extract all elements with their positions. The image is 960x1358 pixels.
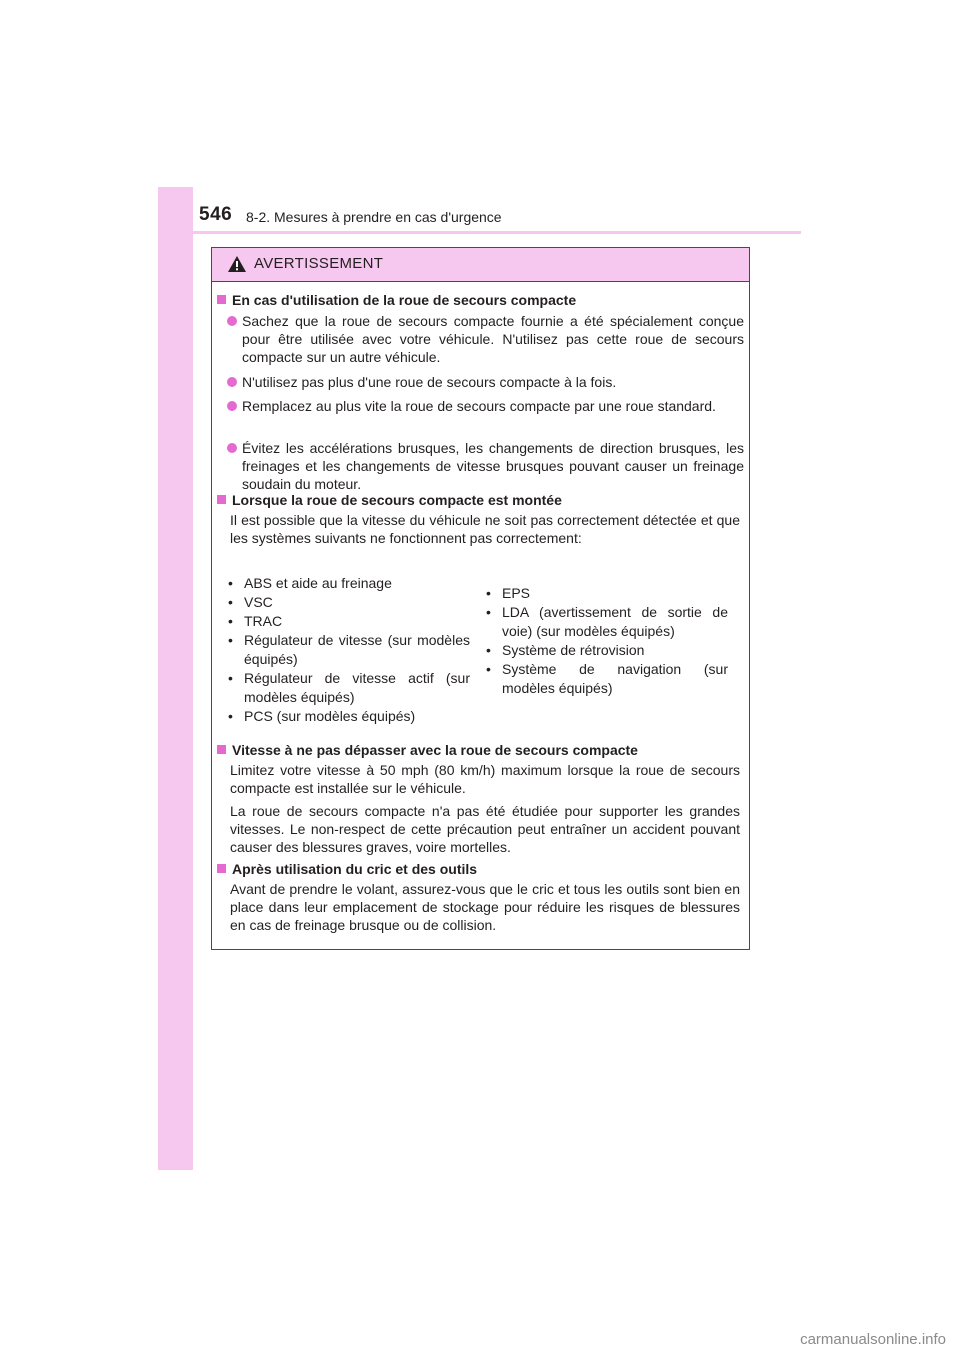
paragraph: La roue de secours compacte n'a pas été étudiée pour supporter les grandes vitesses. Le non-respect de cette précaution peut entraîner un accident pouvant causer des blessures graves, voire mortelles.	[230, 803, 740, 855]
section-title: 8-2. Mesures à prendre en cas d'urgence	[246, 209, 502, 225]
paragraph: Avant de prendre le volant, assurez-vous que le cric et tous les outils sont bien en place dans leur emplacement de stockage pour réduire les risques de blessures en cas de freinage brusque ou de collision.	[230, 881, 740, 933]
list-item: • PCS (sur modèles équipés)	[227, 707, 470, 726]
section-heading-after-jack: Après utilisation du cric et des outils	[217, 861, 477, 877]
square-bullet-icon	[217, 495, 226, 504]
warning-header	[212, 248, 749, 282]
square-bullet-icon	[217, 745, 226, 754]
systems-list-right	[485, 584, 728, 698]
list-item: • Système de rétrovision	[485, 641, 728, 660]
dot-bullet-icon	[227, 443, 237, 453]
square-bullet-icon	[217, 295, 226, 304]
paragraph: Il est possible que la vitesse du véhicule ne soit pas correctement détectée et que les systèmes suivants ne fonctionnent pas correctement:	[230, 512, 740, 546]
section-heading-speed-limit: Vitesse à ne pas dépasser avec la roue de secours compacte	[217, 742, 638, 758]
chapter-side-band	[158, 187, 193, 1170]
page-number: 546	[199, 204, 233, 225]
warning-title: AVERTISSEMENT	[254, 255, 384, 272]
square-bullet-icon	[217, 864, 226, 873]
systems-list-left	[227, 574, 470, 726]
warning-triangle-icon	[227, 255, 247, 273]
dot-bullet-icon	[227, 377, 237, 387]
list-item: • TRAC	[227, 612, 470, 631]
warning-box	[211, 247, 750, 950]
list-item: • LDA (avertissement de sortie de voie) (sur modèles équipés)	[485, 603, 728, 641]
header-rule	[193, 231, 801, 234]
list-item: N'utilisez pas plus d'une roue de secours compacte à la fois.	[227, 373, 744, 391]
list-item: Évitez les accélérations brusques, les changements de direction brusques, les freinages et les changements de vitesse brusques pouvant causer un freinage soudain du moteur.	[227, 439, 744, 493]
paragraph: Limitez votre vitesse à 50 mph (80 km/h) maximum lorsque la roue de secours compacte est installée sur le véhicule.	[230, 762, 740, 796]
list-item: Remplacez au plus vite la roue de secours compacte par une roue standard.	[227, 397, 744, 415]
list-item: • Régulateur de vitesse actif (sur modèles équipés)	[227, 669, 470, 707]
list-item: • EPS	[485, 584, 728, 603]
list-item: • Régulateur de vitesse (sur modèles équipés)	[227, 631, 470, 669]
list-item: • Système de navigation (sur modèles équipés)	[485, 660, 728, 698]
list-item: • VSC	[227, 593, 470, 612]
footer-watermark: carmanualsonline.info	[800, 1331, 946, 1348]
dot-bullet-icon	[227, 401, 237, 411]
section-heading-spare-mounted: Lorsque la roue de secours compacte est montée	[217, 492, 562, 508]
list-item: • ABS et aide au freinage	[227, 574, 470, 593]
list-item: Sachez que la roue de secours compacte fournie a été spécialement conçue pour être utilisée avec votre véhicule. N'utilisez pas cette roue de secours compacte sur un autre véhicule.	[227, 312, 744, 366]
dot-bullet-icon	[227, 316, 237, 326]
section-heading-spare-use: En cas d'utilisation de la roue de secours compacte	[217, 292, 576, 308]
